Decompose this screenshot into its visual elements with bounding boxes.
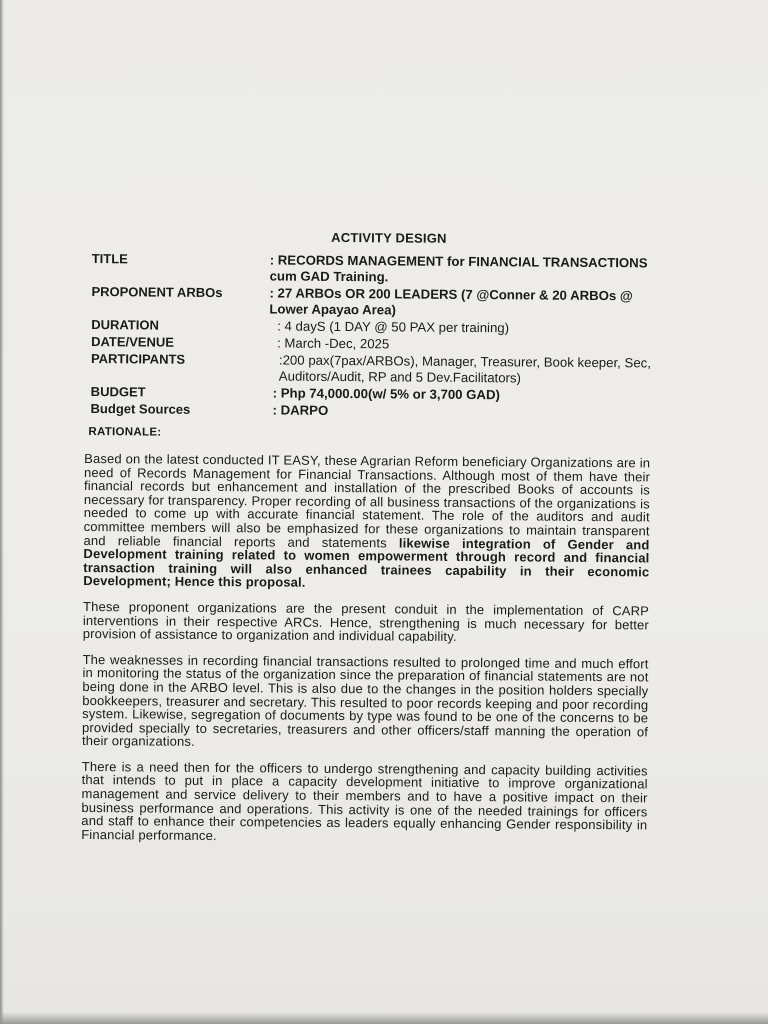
field-budget-sources bbox=[85, 401, 651, 422]
scan-shadow-left bbox=[0, 0, 4, 1024]
activity-design-document bbox=[81, 228, 652, 858]
field-proponent bbox=[85, 284, 651, 321]
field-duration-value: : 4 dayS (1 DAY @ 50 PAX per training) bbox=[277, 318, 510, 336]
scan-shadow-bottom bbox=[0, 1012, 768, 1024]
field-participants bbox=[85, 351, 651, 388]
field-proponent-value: : 27 ARBOs OR 200 LEADERS (7 @Conner & 20 ARBOs @ Lower Apayao Area) bbox=[269, 285, 633, 318]
field-participants-label: PARTICIPANTS bbox=[90, 351, 186, 367]
rationale-heading: RATIONALE: bbox=[88, 426, 162, 439]
field-duration-label: DURATION bbox=[91, 317, 159, 333]
rationale-paragraph-2: These proponent organizations are the present conduit in the implementation of CARP interventions in their respective ARCs. Hence, strengthening is much necessary for better provision of assistance to organization and individual capability. bbox=[82, 598, 650, 645]
field-participants-value: :200 pax(7pax/ARBOs), Manager, Treasurer, Book keeper, Sec, Auditors/Audit, RP and 5 Dev.Facilitators) bbox=[278, 352, 652, 386]
document-heading: ACTIVITY DESIGN bbox=[331, 229, 447, 246]
field-sources-value: : DARPO bbox=[272, 402, 329, 418]
field-budget-label: BUDGET bbox=[90, 384, 146, 400]
field-budget-value: : Php 74,000.00(w/ 5% or 3,700 GAD) bbox=[272, 385, 500, 403]
rationale-paragraph-1-bold-text: likewise integration of Gender and Development training related to women empowerment through record and financial transaction training will also enhanced trainees capability in their economic Development; Hence this proposal. bbox=[83, 534, 650, 591]
field-sources-label: Budget Sources bbox=[90, 401, 191, 417]
field-title-value: : RECORDS MANAGEMENT for FINANCIAL TRANSACTIONS cum GAD Training. bbox=[269, 252, 648, 285]
field-date-value: : March -Dec, 2025 bbox=[277, 335, 390, 352]
rationale-paragraph-4: There is a need then for the officers to undergo strengthening and capacity building activities that intends to put in place a capacity development initiative to improve organizational management and service delivery to their members and to have a positive impact on their business performance and operations. This activity is one of the needed trainings for officers and staff to enhance their competencies as leaders equally enhancing Gender responsibility in Financial performance. bbox=[81, 758, 648, 843]
field-title bbox=[86, 251, 652, 288]
rationale-paragraph-1 bbox=[83, 452, 650, 592]
rationale-paragraph-3: The weaknesses in recording financial transactions resulted to prolonged time and much effort in monitoring the status of the organization since the preparation of financial statements are not being done in the ARBO level. This is also due to the changes in the position holders specially bookkeepers, treasurer and secretary. This resulted to poor records keeping and poor recording system. Likewise, segregation of documents by type was found to be one of the concerns to be provided specially to secretaries, treasurers and other officers/staff manning the operation of their organizations. bbox=[81, 651, 649, 750]
field-title-label: TITLE bbox=[91, 251, 128, 267]
field-date-label: DATE/VENUE bbox=[91, 334, 174, 350]
rationale-paragraph-1-text: Based on the latest conducted IT EASY, these Agrarian Reform beneficiary Organizations are in need of Records Management for Financial Transactions. Although most of them have their financial records but enhancement and installation of the prescribed Books of accounts is necessary for transparency. Proper recording of all business transactions of the organizations is needed to come up with accurate financial statement. The role of the auditors and audit committee members will also be emphasized for these organizations to maintain transparent and reliable financial reports and statements bbox=[83, 450, 651, 550]
field-proponent-label: PROPONENT ARBOs bbox=[91, 284, 223, 301]
